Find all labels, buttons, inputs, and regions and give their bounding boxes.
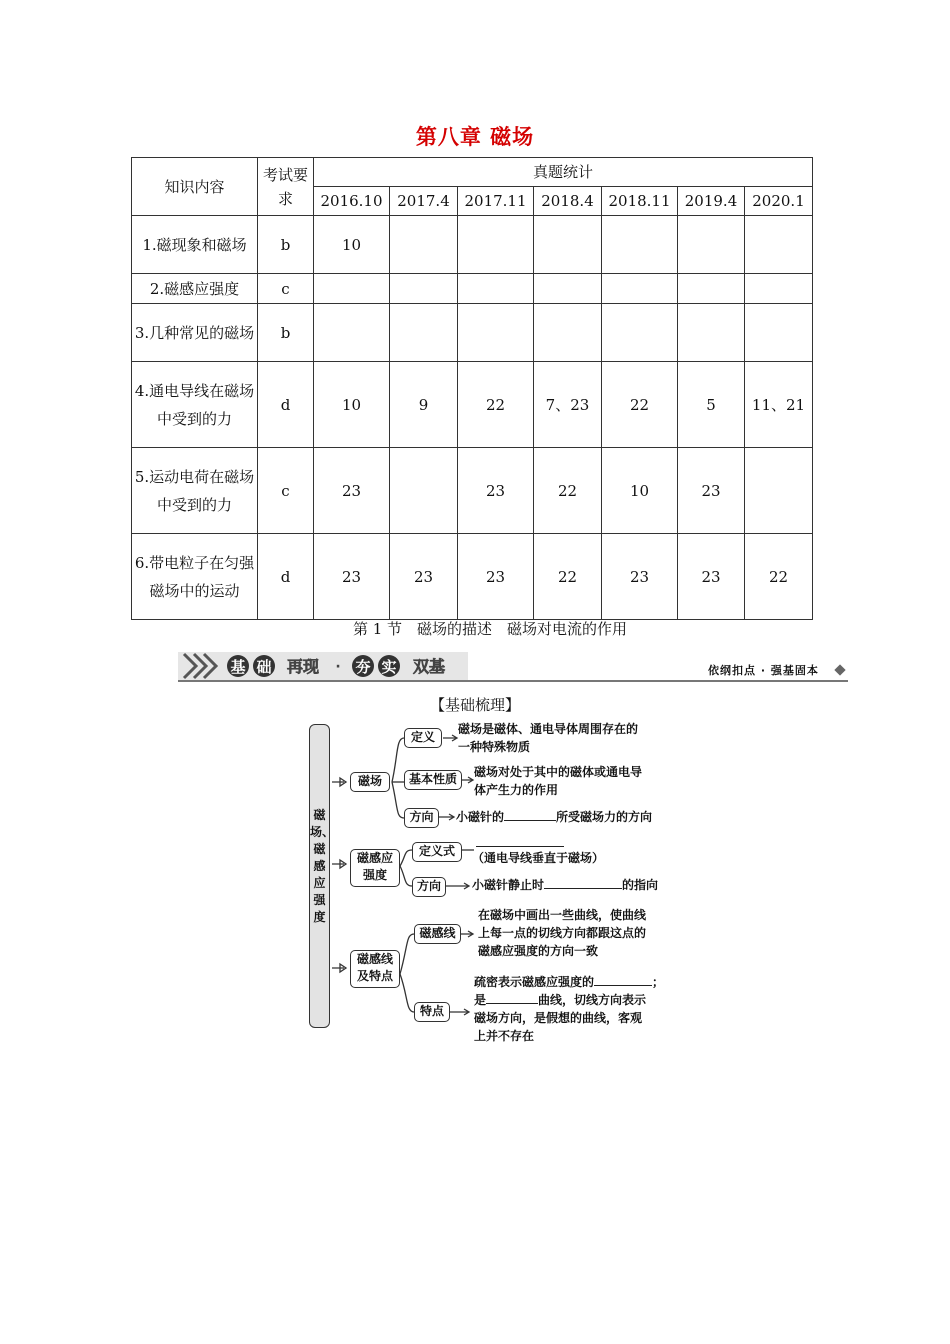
count-cell: 9 xyxy=(390,362,458,448)
header-stats: 真题统计 xyxy=(314,158,813,187)
banner-divider xyxy=(178,680,848,682)
count-cell xyxy=(678,216,745,274)
property-text-line2: 体产生力的作用 xyxy=(474,783,559,797)
basic-review-title: 【基础梳理】 xyxy=(429,696,520,714)
count-cell: 23 xyxy=(458,534,534,620)
count-cell xyxy=(745,304,813,362)
count-cell: 23 xyxy=(390,534,458,620)
lines-text-line1: 在磁场中画出一些曲线，使曲线 xyxy=(478,908,647,922)
requirement-cell: c xyxy=(258,448,314,534)
count-cell: 22 xyxy=(745,534,813,620)
node-induction-direction: 方向 xyxy=(412,877,446,897)
definition-text-line2: 一种特殊物质 xyxy=(458,740,531,754)
node-field-lines-label: 磁感线及特点 xyxy=(356,952,393,983)
year-header: 2018.4 xyxy=(534,187,602,216)
section-title: 第 1 节 磁场的描述 磁场对电流的作用 xyxy=(352,620,628,638)
formula-blank xyxy=(476,836,564,847)
table-row xyxy=(132,534,813,620)
count-cell xyxy=(534,304,602,362)
arrow-icon xyxy=(450,1009,469,1015)
node-basic-property: 基本性质 xyxy=(404,770,462,790)
count-cell xyxy=(390,304,458,362)
formula-note: （通电导线垂直于磁场） xyxy=(472,851,605,865)
property-text-line1: 磁场对处于其中的磁体或通电导 xyxy=(474,765,643,779)
count-cell xyxy=(602,216,678,274)
count-cell xyxy=(678,304,745,362)
year-header: 2017.11 xyxy=(458,187,534,216)
direction-text xyxy=(456,808,652,826)
count-cell: 11、21 xyxy=(745,362,813,448)
arrow-icon xyxy=(332,860,346,868)
arrow-icon xyxy=(332,964,346,972)
feature-text-1b: ； xyxy=(652,975,665,989)
count-cell xyxy=(458,304,534,362)
topic-cell: 4.通电导线在磁场中受到的力 xyxy=(132,362,258,448)
direction-text-a: 小磁针的 xyxy=(456,810,505,824)
count-cell: 23 xyxy=(314,448,390,534)
requirement-cell: d xyxy=(258,362,314,448)
lines-text-line2: 上每一点的切线方向都跟这点的 xyxy=(478,926,647,940)
answer-blank xyxy=(594,973,652,986)
node-field-lines xyxy=(350,950,400,988)
count-cell: 23 xyxy=(678,534,745,620)
arrow-icon xyxy=(460,931,473,937)
chapter-title: 第八章 磁场 xyxy=(415,125,535,149)
mindmap-root xyxy=(309,724,335,1028)
count-cell: 10 xyxy=(602,448,678,534)
count-cell: 23 xyxy=(314,534,390,620)
concept-mindmap xyxy=(300,716,700,1056)
arrow-icon xyxy=(438,814,454,820)
arrow-icon xyxy=(443,735,457,741)
count-cell xyxy=(390,448,458,534)
node-magnetic-lines: 磁感线 xyxy=(414,924,461,944)
connector-line xyxy=(400,866,412,886)
topic-cell: 3.几种常见的磁场 xyxy=(132,304,258,362)
count-cell: 22 xyxy=(602,362,678,448)
count-cell xyxy=(314,304,390,362)
banner-char: · xyxy=(335,659,341,675)
feature-text-2b: 曲线，切线方向表示 xyxy=(538,993,647,1007)
feature-text-2a: 是 xyxy=(474,993,487,1007)
count-cell: 23 xyxy=(458,448,534,534)
year-header: 2020.1 xyxy=(745,187,813,216)
count-cell: 23 xyxy=(602,534,678,620)
connector-line xyxy=(400,934,414,974)
arrow-icon xyxy=(332,778,346,786)
count-cell xyxy=(602,274,678,304)
requirement-cell: d xyxy=(258,534,314,620)
count-cell: 22 xyxy=(534,448,602,534)
banner-char: 夯 xyxy=(355,658,371,676)
count-cell xyxy=(745,216,813,274)
count-cell: 10 xyxy=(314,362,390,448)
count-cell xyxy=(602,304,678,362)
node-induction-strength xyxy=(350,849,400,887)
year-header: 2016.10 xyxy=(314,187,390,216)
year-header: 2019.4 xyxy=(678,187,745,216)
count-cell xyxy=(745,448,813,534)
count-cell: 22 xyxy=(534,534,602,620)
topic-cell: 5.运动电荷在磁场中受到的力 xyxy=(132,448,258,534)
banner-char: 实 xyxy=(381,658,397,676)
section-banner xyxy=(178,650,468,682)
induction-direction-b: 的指向 xyxy=(622,878,659,892)
count-cell: 23 xyxy=(678,448,745,534)
feature-text-line1 xyxy=(474,973,664,991)
count-cell: 5 xyxy=(678,362,745,448)
count-cell: 22 xyxy=(458,362,534,448)
node-features: 特点 xyxy=(414,1002,450,1022)
header-requirement: 考试要求 xyxy=(258,158,314,216)
count-cell xyxy=(314,274,390,304)
connector-line xyxy=(400,850,412,866)
banner-char: 基 xyxy=(230,658,246,676)
banner-subtitle: 依纲扣点 · 强基固本 xyxy=(708,664,819,677)
feature-text-line3: 磁场方向，是假想的曲线，客观 xyxy=(474,1011,643,1025)
induction-direction-a: 小磁针静止时 xyxy=(472,878,545,892)
answer-blank xyxy=(544,876,622,889)
count-cell xyxy=(745,274,813,304)
count-cell xyxy=(458,216,534,274)
feature-text-1a: 疏密表示磁感应强度的 xyxy=(474,975,595,989)
feature-text-line4: 上并不存在 xyxy=(474,1029,535,1043)
count-cell xyxy=(390,274,458,304)
connector-line xyxy=(400,974,414,1012)
arrow-icon xyxy=(445,883,469,889)
count-cell xyxy=(458,274,534,304)
diamond-icon xyxy=(834,664,845,675)
node-induction-strength-label: 磁感应强度 xyxy=(356,851,393,882)
definition-text-line1: 磁场是磁体、通电导体周围存在的 xyxy=(458,722,639,736)
mindmap-root-label: 磁场、磁感应强度 xyxy=(310,808,335,924)
count-cell xyxy=(534,216,602,274)
answer-blank xyxy=(504,808,556,821)
feature-text-line2 xyxy=(474,991,646,1009)
count-cell xyxy=(534,274,602,304)
arrow-icon xyxy=(461,777,473,783)
exam-stats-table xyxy=(131,157,813,620)
year-header: 2018.11 xyxy=(602,187,678,216)
direction-text-b: 所受磁场力的方向 xyxy=(556,810,653,824)
node-magnetic-field: 磁场 xyxy=(350,772,390,792)
induction-direction-text xyxy=(472,876,658,894)
requirement-cell: c xyxy=(258,274,314,304)
count-cell xyxy=(678,274,745,304)
requirement-cell: b xyxy=(258,216,314,274)
lines-text-line3: 磁感应强度的方向一致 xyxy=(478,944,599,958)
connector-line xyxy=(392,738,404,782)
header-knowledge: 知识内容 xyxy=(132,158,258,216)
requirement-cell: b xyxy=(258,304,314,362)
table-row xyxy=(132,448,813,534)
count-cell: 7、23 xyxy=(534,362,602,448)
node-defining-formula: 定义式 xyxy=(412,842,462,862)
banner-char: 双基 xyxy=(412,657,446,676)
node-definition: 定义 xyxy=(404,728,442,748)
table-row xyxy=(132,274,813,304)
count-cell: 10 xyxy=(314,216,390,274)
node-direction: 方向 xyxy=(404,808,439,828)
table-row xyxy=(132,304,813,362)
year-header: 2017.4 xyxy=(390,187,458,216)
table-row xyxy=(132,216,813,274)
topic-cell: 6.带电粒子在匀强磁场中的运动 xyxy=(132,534,258,620)
topic-cell: 1.磁现象和磁场 xyxy=(132,216,258,274)
banner-char: 础 xyxy=(256,658,272,676)
table-row xyxy=(132,362,813,448)
topic-cell: 2.磁感应强度 xyxy=(132,274,258,304)
connector-line xyxy=(392,782,404,818)
count-cell xyxy=(390,216,458,274)
banner-char: 再现 xyxy=(286,657,320,676)
answer-blank xyxy=(486,991,538,1004)
